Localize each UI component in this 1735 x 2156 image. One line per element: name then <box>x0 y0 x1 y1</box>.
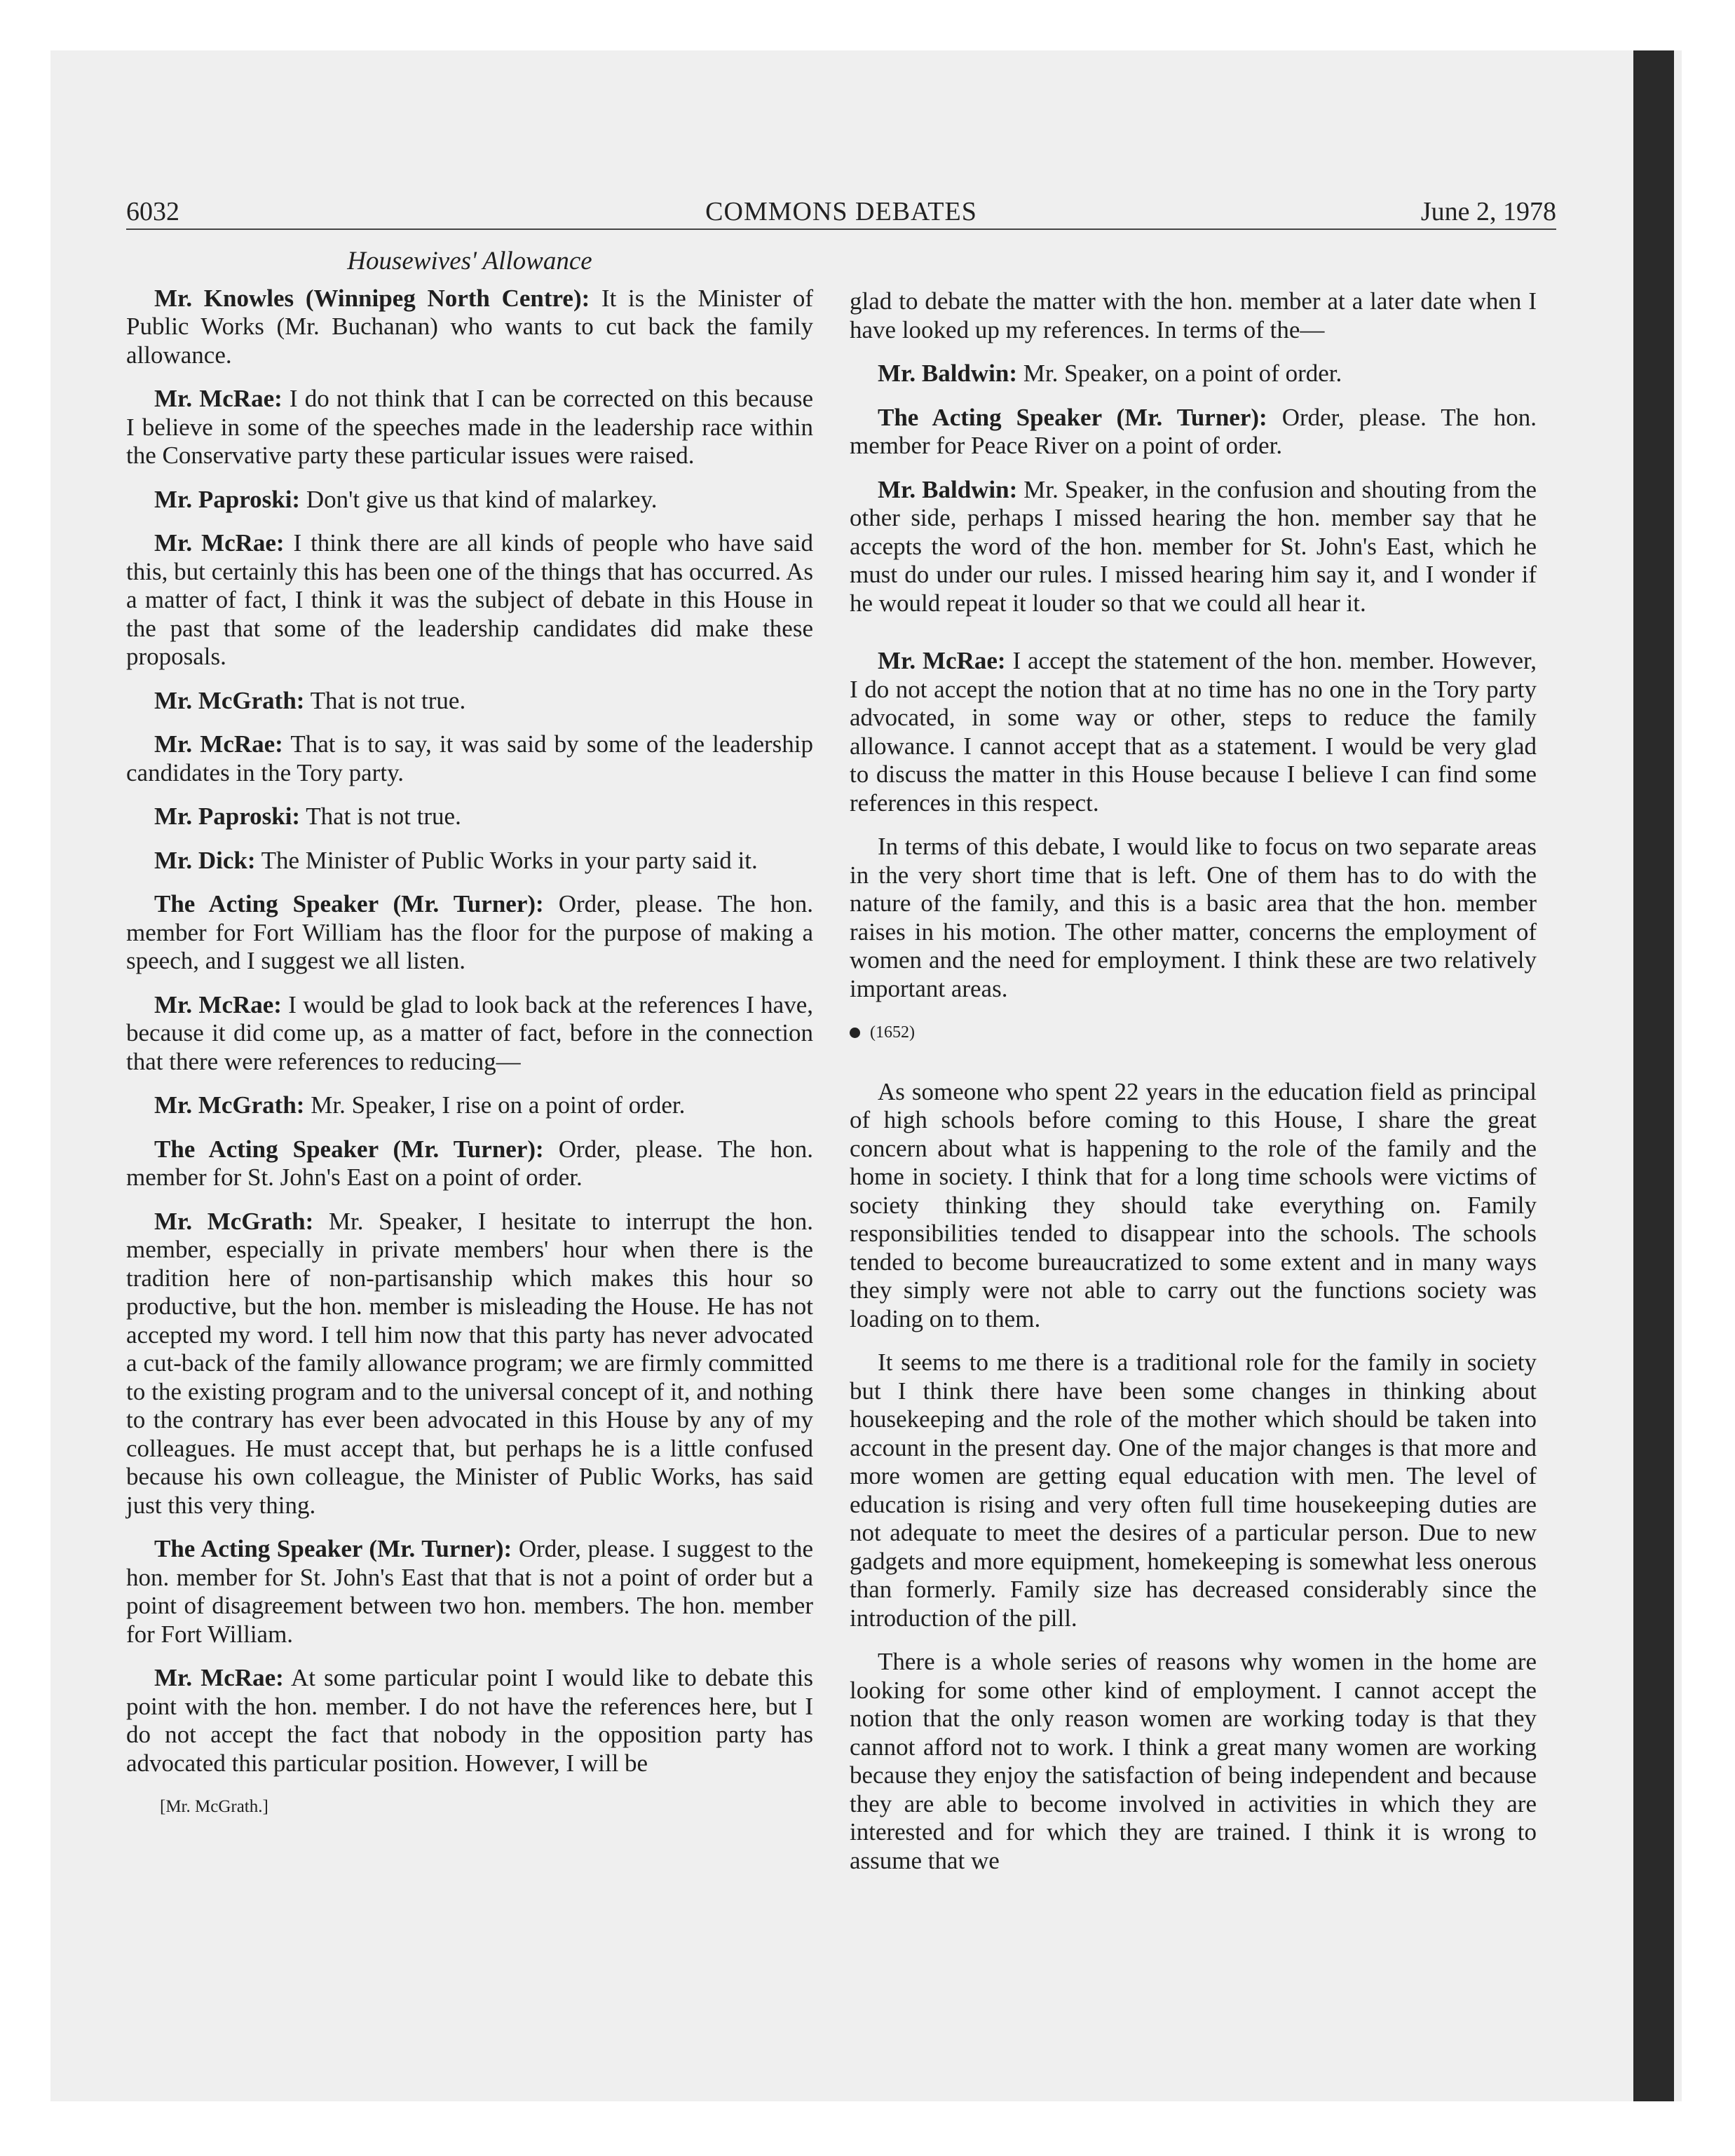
speech-text: It seems to me there is a traditional role for the family in society but I think there have been some changes in thinking about housekeeping and the role of the mother which should be taken into account in the present day. One of the major changes is that more and more women are getting equal education with men. The level of education is rising and very often full time housekeeping duties are not adequate to meet the desires of a particular person. Due to new gadgets and more equipment, homekeeping is somewhat less onerous than formerly. Family size has decreased considerably since the introduction of the pill. <box>850 1349 1537 1632</box>
speech-paragraph <box>850 1648 1537 1875</box>
speech-text: I do not think that I can be corrected on this because I believe in some of the speeches made in the leadership race within the Conservative party these particular issues were raised. <box>126 385 813 469</box>
speech-text: Order, please. The hon. member for St. John's East on a point of order. <box>126 1135 813 1191</box>
right-paragraphs-top <box>850 287 1537 1003</box>
speaker-name: Mr. McGrath: <box>154 686 305 714</box>
speech-paragraph <box>126 687 813 716</box>
speaker-name: The Acting Speaker (Mr. Turner): <box>154 1135 544 1163</box>
speech-paragraph <box>850 833 1537 1003</box>
speech-text: Mr. Speaker, in the confusion and shouting from the other side, perhaps I missed hearing the hon. member say that he accepts the word of the hon. member for St. John's East, which he must do under our rules. I missed hearing him say it, and I wonder if he would repeat it louder so that we could all hear it. <box>850 475 1537 617</box>
page-number: 6032 <box>126 197 179 226</box>
right-column <box>850 287 1537 1890</box>
speech-paragraph <box>850 1078 1537 1334</box>
speech-text: In terms of this debate, I would like to focus on two separate areas in the very short time that is left. One of them has to do with the nature of the family, and this is a basic area that the hon. member raises in his motion. The other matter, concerns the employment of women and the need for employment. I think these are two relatively important areas. <box>850 833 1537 1002</box>
left-column <box>126 242 813 1822</box>
speech-paragraph <box>126 385 813 470</box>
speech-text: Mr. Speaker, I rise on a point of order. <box>304 1091 686 1119</box>
speech-paragraph <box>126 890 813 976</box>
speech-paragraph <box>126 803 813 831</box>
speaker-name: Mr. McRae: <box>154 990 282 1018</box>
speech-text: Mr. Speaker, I hesitate to interrupt the hon. member, especially in private members' hour when there is the tradition here of non-partisanship which makes this hour so productive, but the hon. member is misleading the House. He has not accepted my word. I tell him now that this party has never advocated a cut-back of the family allowance program; we are firmly committed to the existing program and to the universal concept of it, and nothing to the contrary has ever been advocated in this House by any of my colleagues. He must accept that, but perhaps he is a little confused because his own colleague, the Minister of Public Works, has said just this very thing. <box>126 1207 813 1519</box>
speech-paragraph <box>126 847 813 875</box>
speaker-name: Mr. McRae: <box>154 1664 284 1691</box>
speech-text: Mr. Speaker, on a point of order. <box>1017 360 1342 387</box>
speaker-name: The Acting Speaker (Mr. Turner): <box>878 403 1267 431</box>
speech-paragraph <box>126 1535 813 1649</box>
speech-text: I think there are all kinds of people who have said this, but certainly this has been one of the things that has occurred. As a matter of fact, I think it was the subject of debate in this House in the past that some of the leadership candidates did make these proposals. <box>126 529 813 670</box>
speaker-name: Mr. McRae: <box>154 730 283 758</box>
left-paragraphs <box>126 285 813 1778</box>
speech-paragraph <box>850 360 1537 388</box>
speech-paragraph <box>850 404 1537 460</box>
speaker-name: Mr. McRae: <box>154 529 285 557</box>
speech-paragraph <box>126 991 813 1077</box>
paragraph-spacer <box>850 633 1537 647</box>
speech-text: At some particular point I would like to debate this point with the hon. member. I do not have the references here, but I do not accept the fact that nobody in the opposition party has advocated this particular position. However, I will be <box>126 1664 813 1777</box>
speech-text: glad to debate the matter with the hon. member at a later date when I have looked up my references. In terms of the— <box>850 287 1537 343</box>
speech-text: The Minister of Public Works in your party said it. <box>255 846 758 874</box>
speaker-name: Mr. Baldwin: <box>878 475 1018 503</box>
speaker-name: Mr. Dick: <box>154 846 256 874</box>
speaker-name: Mr. Paproski: <box>154 485 301 513</box>
subject-heading: Housewives' Allowance <box>347 247 592 275</box>
time-marker-text: (1652) <box>870 1023 915 1042</box>
speech-paragraph <box>850 287 1537 344</box>
speaker-name: Mr. Paproski: <box>154 803 301 830</box>
scan-edge-bar <box>1633 50 1674 2101</box>
speech-text: Order, please. The hon. member for Fort William has the floor for the purpose of making a speech, and I suggest we all listen. <box>126 890 813 974</box>
right-paragraphs-bottom <box>850 1078 1537 1876</box>
speech-text: There is a whole series of reasons why women in the home are looking for some other kind of employment. I cannot accept the notion that the only reason women are working today is that they cannot afford not to work. I think a great many women are working because they enjoy the satisfaction of being independent and because they are able to become involved in activities in which they are interested and for which they are trained. I think it is wrong to assume that we <box>850 1648 1537 1874</box>
speech-paragraph <box>126 1135 813 1192</box>
speech-text: As someone who spent 22 years in the education field as principal of high schools before coming to this House, I share the great concern about what is happening to the role of the family and the home in society. I think that for a long time schools were victims of society thinking they should take everything on. Family responsibilities tended to disappear into the schools. The schools tended to become bureaucratized to some extent and in many ways they simply were not able to carry out the functions society was loading on to them. <box>850 1077 1537 1332</box>
speaker-name: Mr. Knowles (Winnipeg North Centre): <box>154 284 590 312</box>
page-header <box>126 196 1556 231</box>
speech-paragraph <box>126 285 813 370</box>
speech-paragraph <box>850 476 1537 618</box>
speech-paragraph <box>126 1208 813 1520</box>
speaker-name: Mr. Baldwin: <box>878 360 1018 387</box>
speech-paragraph <box>126 529 813 671</box>
speech-text: That is not true. <box>300 803 461 830</box>
speech-text: That is not true. <box>304 686 466 714</box>
speech-text: That is to say, it was said by some of the leadership candidates in the Tory party. <box>126 730 813 786</box>
speaker-name: The Acting Speaker (Mr. Turner): <box>154 1535 512 1562</box>
speech-paragraph <box>126 1091 813 1120</box>
speech-text: I accept the statement of the hon. member. However, I do not accept the notion that at no time has no one in the Tory party advocated, in some way or other, steps to reduce the family allowance. I cannot accept that as a statement. I would be very glad to discuss the matter in this House because I believe I can find some references in this respect. <box>850 647 1537 817</box>
speaker-name: Mr. McGrath: <box>154 1207 314 1235</box>
time-marker <box>850 1018 1537 1047</box>
header-rule <box>126 228 1556 230</box>
speaker-name: The Acting Speaker (Mr. Turner): <box>154 890 544 917</box>
speech-text: Don't give us that kind of malarkey. <box>300 485 658 513</box>
speech-text: I would be glad to look back at the references I have, because it did come up, as a matter of fact, before in the connection that there were references to reducing— <box>126 990 813 1075</box>
speech-text: Order, please. I suggest to the hon. member for St. John's East that that is not a point of order but a point of disagreement between two hon. members. The hon. member for Fort William. <box>126 1535 813 1648</box>
speaker-name: Mr. McGrath: <box>154 1091 305 1119</box>
speech-text: Order, please. The hon. member for Peace River on a point of order. <box>850 403 1537 459</box>
publication-title: COMMONS DEBATES <box>705 197 977 226</box>
speech-paragraph <box>850 1349 1537 1632</box>
footnote: [Mr. McGrath.] <box>160 1797 268 1816</box>
speech-paragraph <box>126 486 813 514</box>
speaker-name: Mr. McRae: <box>878 647 1006 674</box>
page-date: June 2, 1978 <box>1420 197 1556 226</box>
bullet-icon <box>850 1028 860 1038</box>
speech-paragraph <box>126 730 813 787</box>
speaker-name: Mr. McRae: <box>154 385 283 412</box>
speech-paragraph <box>850 647 1537 817</box>
speech-text: It is the Minister of Public Works (Mr. Buchanan) who wants to cut back the family allowance. <box>126 284 813 369</box>
speech-paragraph <box>126 1664 813 1778</box>
